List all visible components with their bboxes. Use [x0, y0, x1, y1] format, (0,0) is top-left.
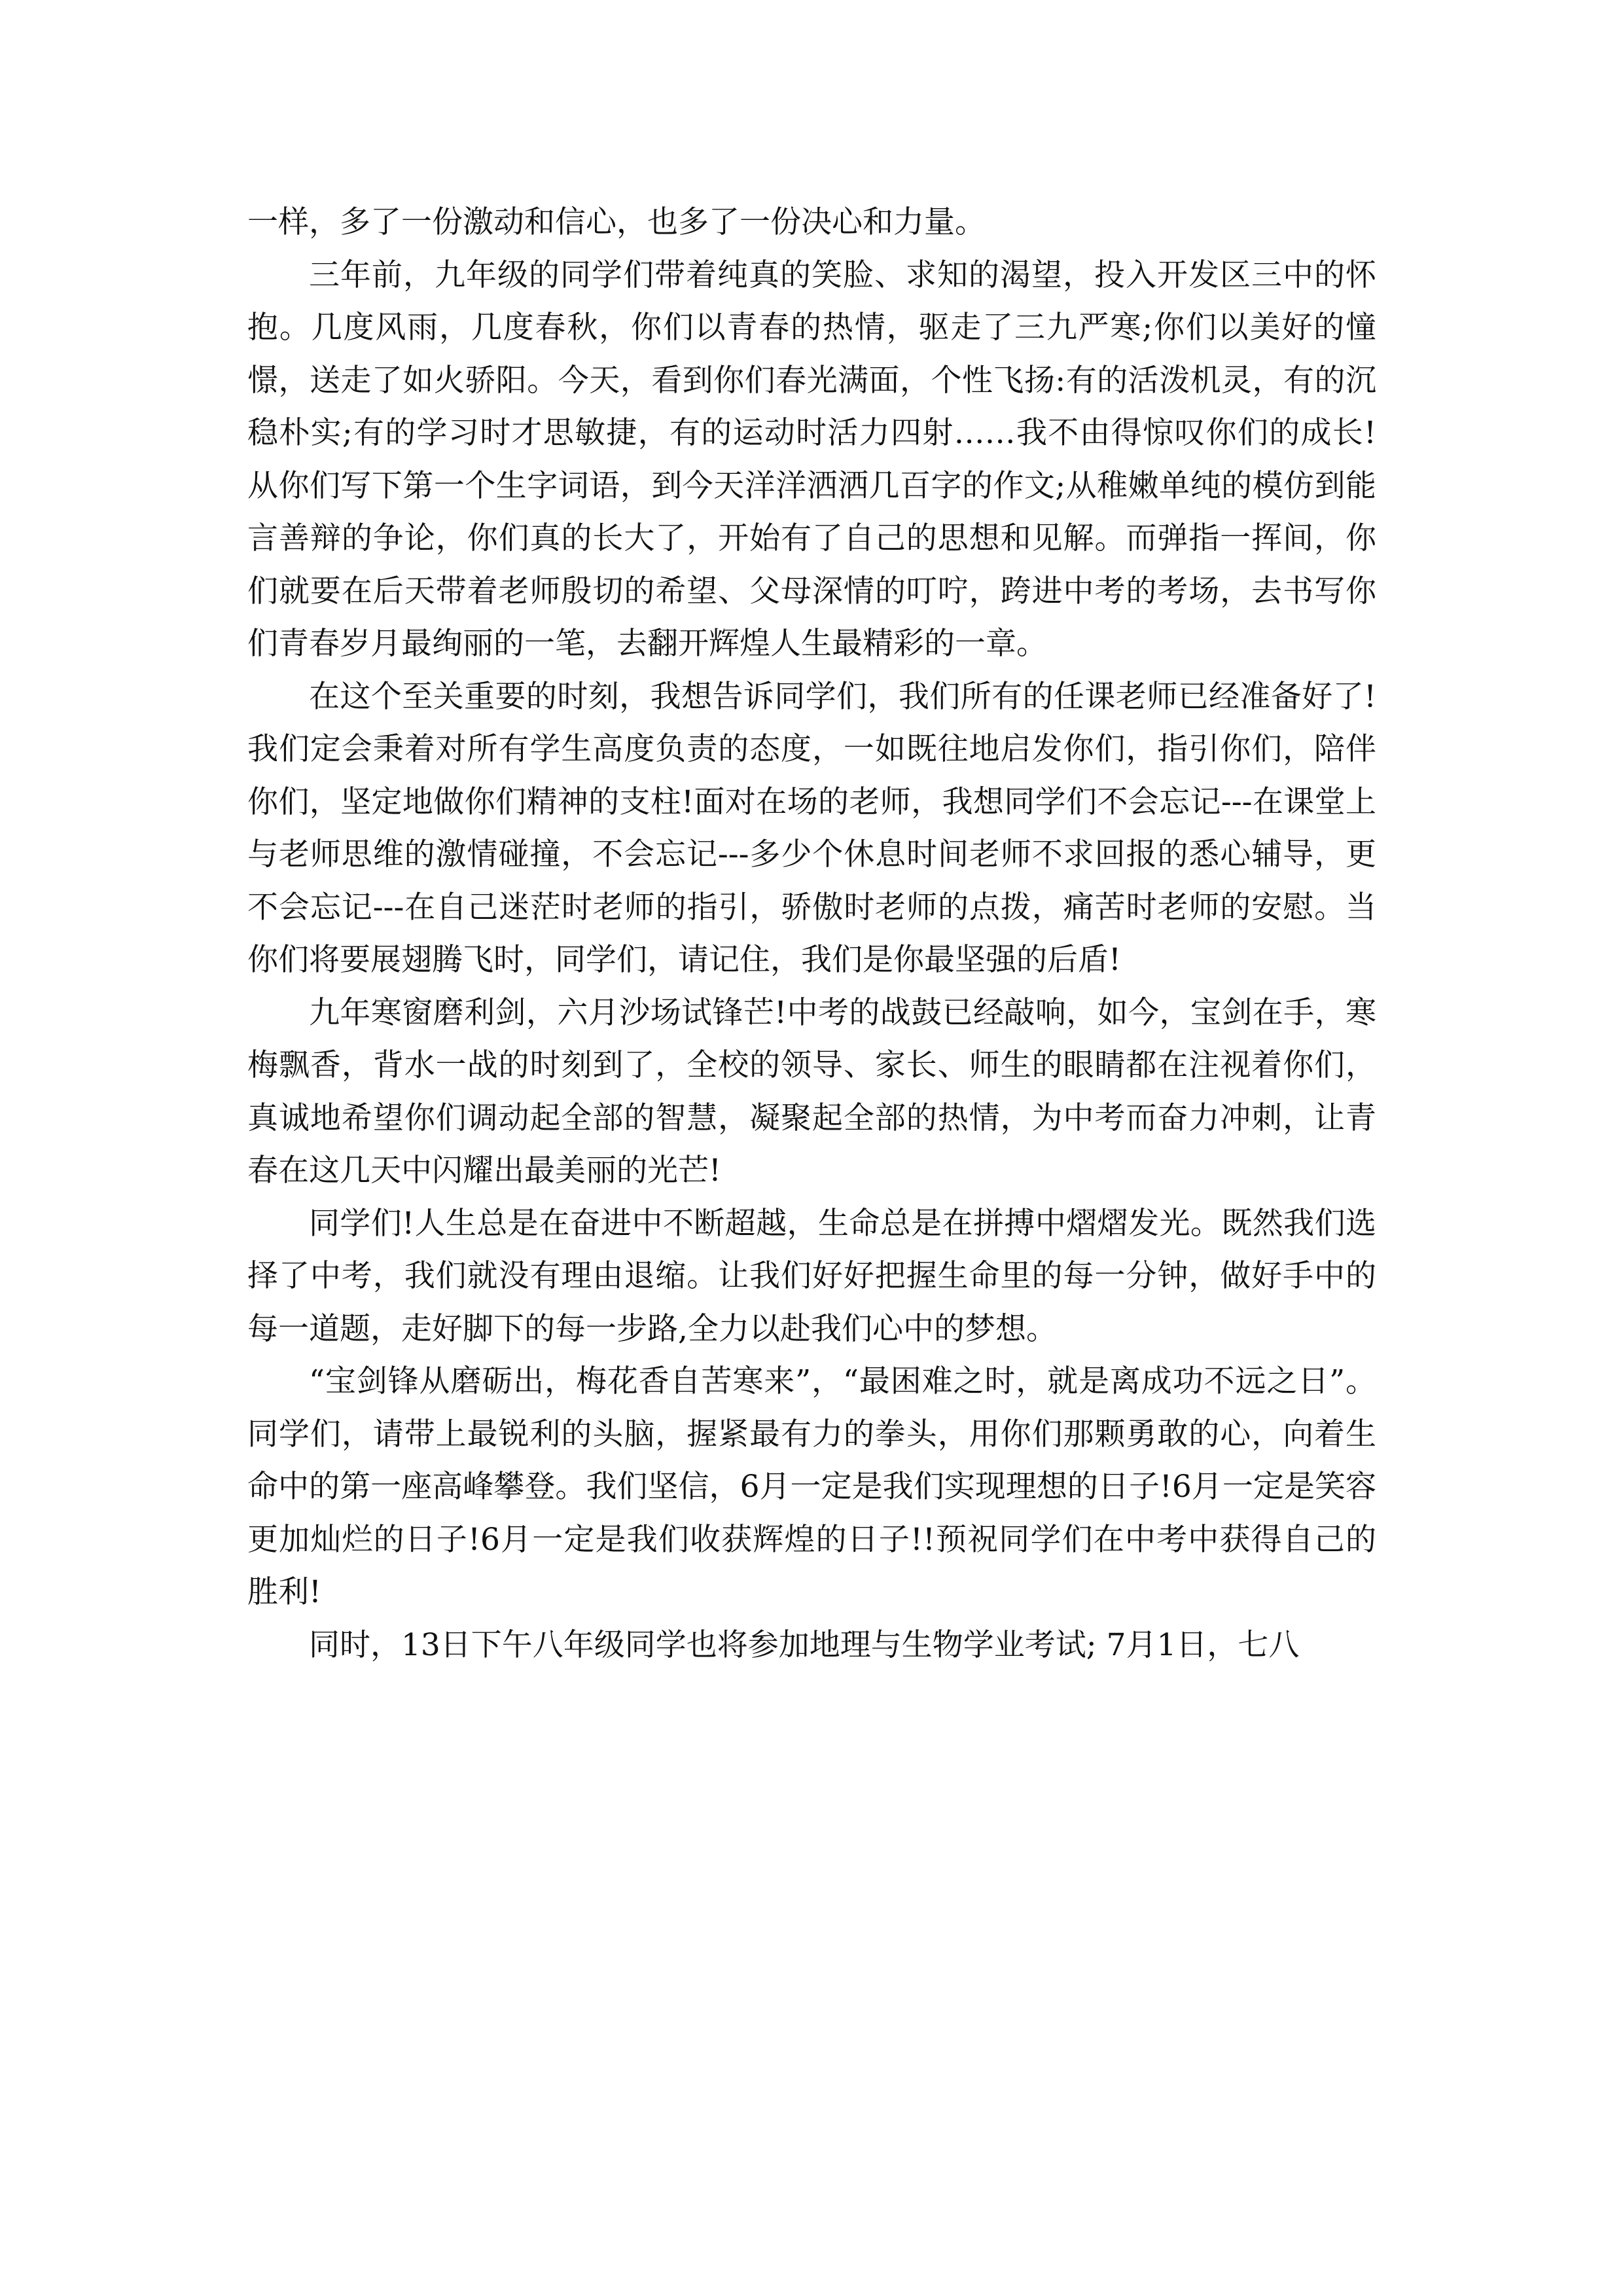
paragraph: 同学们!人生总是在奋进中不断超越，生命总是在拼搏中熠熠发光。既然我们选择了中考，我们就没有理由退缩。让我们好好把握生命里的每一分钟，做好手中的每一道题，走好脚下的每一步路,全力以赴我们心中的梦想。	[247, 1205, 1376, 1347]
paragraph: “宝剑锋从磨砺出，梅花香自苦寒来”，“最困难之时，就是离成功不远之日”。同学们，请带上最锐利的头脑，握紧最有力的拳头，用你们那颗勇敢的心，向着生命中的第一座高峰攀登。我们坚信，6月一定是我们实现理想的日子!6月一定是笑容更加灿烂的日子!6月一定是我们收获辉煌的日子!!预祝同学们在中考中获得自己的胜利!	[247, 1363, 1376, 1610]
body-text	[247, 196, 1376, 1672]
paragraph: 九年寒窗磨利剑，六月沙场试锋芒!中考的战鼓已经敲响，如今，宝剑在手，寒梅飘香，背水一战的时刻到了，全校的领导、家长、师生的眼睛都在注视着你们，真诚地希望你们调动起全部的智慧，凝聚起全部的热情，为中考而奋力冲刺，让青春在这几天中闪耀出最美丽的光芒!	[247, 994, 1376, 1189]
paragraph: 同时，13日下午八年级同学也将参加地理与生物学业考试; 7月1日，七八	[309, 1626, 1300, 1663]
paragraph: 在这个至关重要的时刻，我想告诉同学们，我们所有的任课老师已经准备好了!我们定会秉着对所有学生高度负责的态度，一如既往地启发你们，指引你们，陪伴你们，坚定地做你们精神的支柱!面对在场的老师，我想同学们不会忘记---在课堂上与老师思维的激情碰撞，不会忘记---多少个休息时间老师不求回报的悉心辅导，更不会忘记---在自己迷茫时老师的指引，骄傲时老师的点拨，痛苦时老师的安慰。当你们将要展翅腾飞时，同学们，请记住，我们是你最坚强的后盾!	[247, 678, 1376, 978]
paragraph: 三年前，九年级的同学们带着纯真的笑脸、求知的渴望，投入开发区三中的怀抱。几度风雨，几度春秋，你们以青春的热情，驱走了三九严寒;你们以美好的憧憬，送走了如火骄阳。今天，看到你们春光满面，个性飞扬:有的活泼机灵，有的沉稳朴实;有的学习时才思敏捷，有的运动时活力四射……我不由得惊叹你们的成长!从你们写下第一个生字词语，到今天洋洋洒洒几百字的作文;从稚嫩单纯的模仿到能言善辩的争论，你们真的长大了，开始有了自己的思想和见解。而弹指一挥间，你们就要在后天带着老师殷切的希望、父母深情的叮咛，跨进中考的考场，去书写你们青春岁月最绚丽的一笔，去翻开辉煌人生最精彩的一章。	[247, 257, 1376, 662]
paragraph: 一样，多了一份激动和信心，也多了一份决心和力量。	[247, 204, 986, 240]
